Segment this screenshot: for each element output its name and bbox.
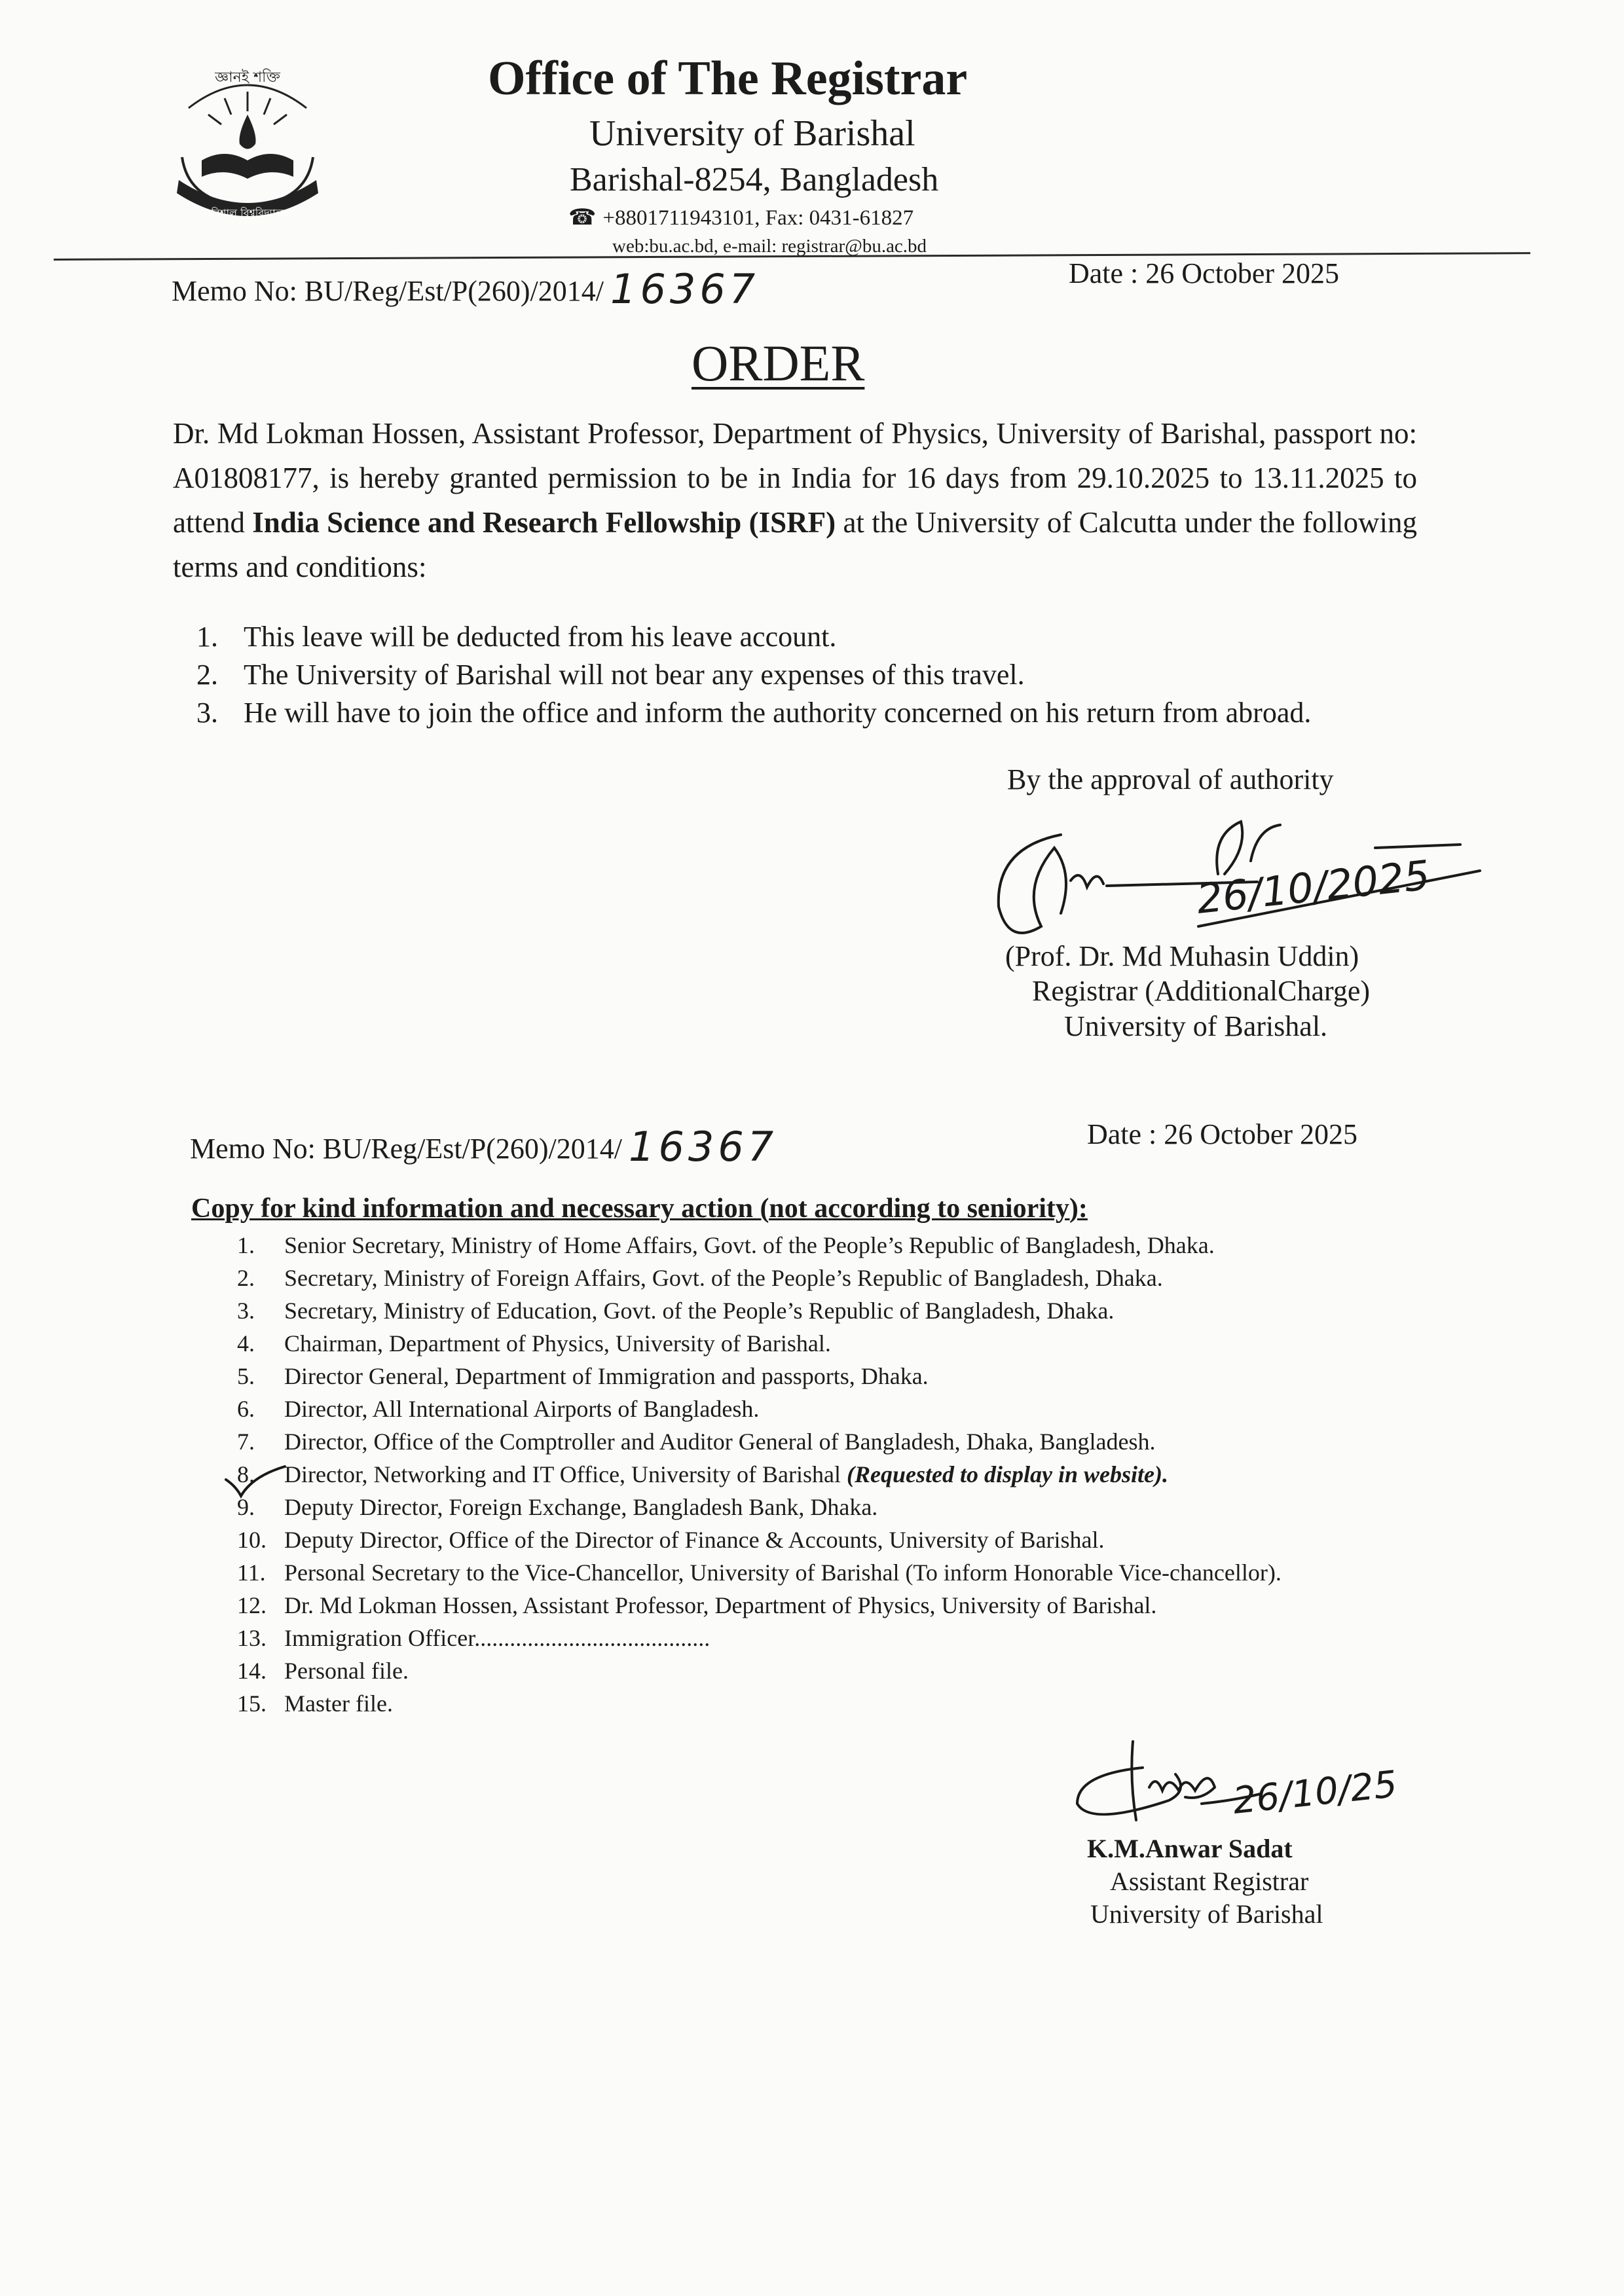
- handwritten-memo-number: 16367: [610, 265, 760, 313]
- contact-text: +8801711943101, Fax: 0431-61827: [602, 206, 914, 230]
- signatory2-title: Assistant Registrar: [1110, 1867, 1309, 1896]
- handwritten-date-2: 26/10/25: [1230, 1762, 1399, 1823]
- registrar-signature: [982, 809, 1493, 959]
- signatory2-name: K.M.Anwar Sadat: [1087, 1834, 1293, 1863]
- copy-item: 11. Personal Secretary to the Vice-Chancellor, University of Barishal (To inform Honorable Vice-chancellor).: [237, 1559, 1282, 1586]
- copy-item: 1. Senior Secretary, Ministry of Home Affairs, Govt. of the People’s Republic of Bangladesh, Dhaka.: [237, 1232, 1215, 1258]
- svg-text:জ্ঞানই শক্তি: জ্ঞানই শক্তি: [215, 69, 280, 86]
- order-title: ORDER: [692, 335, 865, 392]
- office-title: Office of The Registrar: [488, 52, 968, 105]
- copy-item: 8. Director, Networking and IT Office, University of Barishal (Requested to display in website).: [237, 1461, 1168, 1487]
- signatory2-university: University of Barishal: [1090, 1899, 1323, 1929]
- copy-item: 5. Director General, Department of Immigration and passports, Dhaka.: [237, 1363, 929, 1389]
- copy-item: 14. Personal file.: [237, 1658, 409, 1684]
- phone-icon: ☎: [568, 206, 597, 230]
- university-logo: [162, 62, 333, 232]
- handwritten-date-1: 26/10/2025: [1194, 850, 1432, 923]
- check-mark-icon: [223, 1463, 288, 1503]
- signatory1-university: University of Barishal.: [1064, 1010, 1328, 1042]
- order-body: [173, 411, 1417, 589]
- memo-label: Memo No: BU/Reg/Est/P(260)/2014/: [172, 275, 604, 307]
- order-body-text: Dr. Md Lokman Hossen, Assistant Professor, Department of Physics, University of Barishal, passport no: A01808177, is hereby granted permission to be in India for 16 days from 29.10.2025 to 13.11.2025 to attend: [173, 417, 1417, 539]
- condition-item: 2. The University of Barishal will not bear any expenses of this travel.: [196, 659, 1025, 691]
- copy-item: 15. Master file.: [237, 1690, 393, 1717]
- condition-item: 3. He will have to join the office and inform the authority concerned on his return from abroad.: [196, 697, 1312, 729]
- copy-item: 2. Secretary, Ministry of Foreign Affairs, Govt. of the People’s Republic of Bangladesh, Dhaka.: [237, 1265, 1163, 1291]
- university-address: Barishal-8254, Bangladesh: [570, 161, 939, 198]
- memo-date-2: Date : 26 October 2025: [1087, 1118, 1357, 1150]
- copy-item: 6. Director, All International Airports of Bangladesh.: [237, 1396, 760, 1422]
- copy-item: 13. Immigration Officer........................................: [237, 1625, 710, 1651]
- condition-item: 1. This leave will be deducted from his leave account.: [196, 621, 837, 653]
- memo-number-1: [172, 265, 759, 313]
- handwritten-memo-number: 16367: [629, 1123, 778, 1171]
- copy-item: 4. Chairman, Department of Physics, University of Barishal.: [237, 1330, 831, 1357]
- copy-item: 9. Deputy Director, Foreign Exchange, Bangladesh Bank, Dhaka.: [237, 1494, 878, 1520]
- signatory1-title: Registrar (AdditionalCharge): [1032, 975, 1371, 1007]
- signatory1-name: (Prof. Dr. Md Muhasin Uddin): [1005, 940, 1359, 972]
- memo-date-1: Date : 26 October 2025: [1069, 257, 1339, 289]
- order-body-text-end: at the University of Calcutta under the following terms and conditions:: [173, 506, 1418, 583]
- memo-number-2: [190, 1123, 777, 1171]
- university-name: University of Barishal: [589, 113, 915, 154]
- website-request: (Requested to display in website).: [847, 1461, 1168, 1487]
- web-email-line: web:bu.ac.bd, e-mail: registrar@bu.ac.bd: [612, 236, 927, 257]
- copy-item: 3. Secretary, Ministry of Education, Govt. of the People’s Republic of Bangladesh, Dhaka.: [237, 1298, 1115, 1324]
- copy-item: 7. Director, Office of the Comptroller and Auditor General of Bangladesh, Dhaka, Bangladesh.: [237, 1429, 1156, 1455]
- approval-text: By the approval of authority: [1007, 763, 1334, 795]
- copy-item: 12. Dr. Md Lokman Hossen, Assistant Professor, Department of Physics, University of Barishal.: [237, 1592, 1157, 1618]
- svg-text:বরিশাল বিশ্ববিদ্যালয়: বরিশাল বিশ্ববিদ্যালয়: [205, 207, 290, 219]
- copy-item: 10. Deputy Director, Office of the Director of Finance & Accounts, University of Barishal.: [237, 1527, 1105, 1553]
- contact-line: [568, 204, 913, 230]
- fellowship-name: India Science and Research Fellowship (ISRF): [252, 506, 836, 539]
- copy-heading: Copy for kind information and necessary action (not according to seniority):: [191, 1194, 1088, 1224]
- memo-label: Memo No: BU/Reg/Est/P(260)/2014/: [190, 1133, 622, 1165]
